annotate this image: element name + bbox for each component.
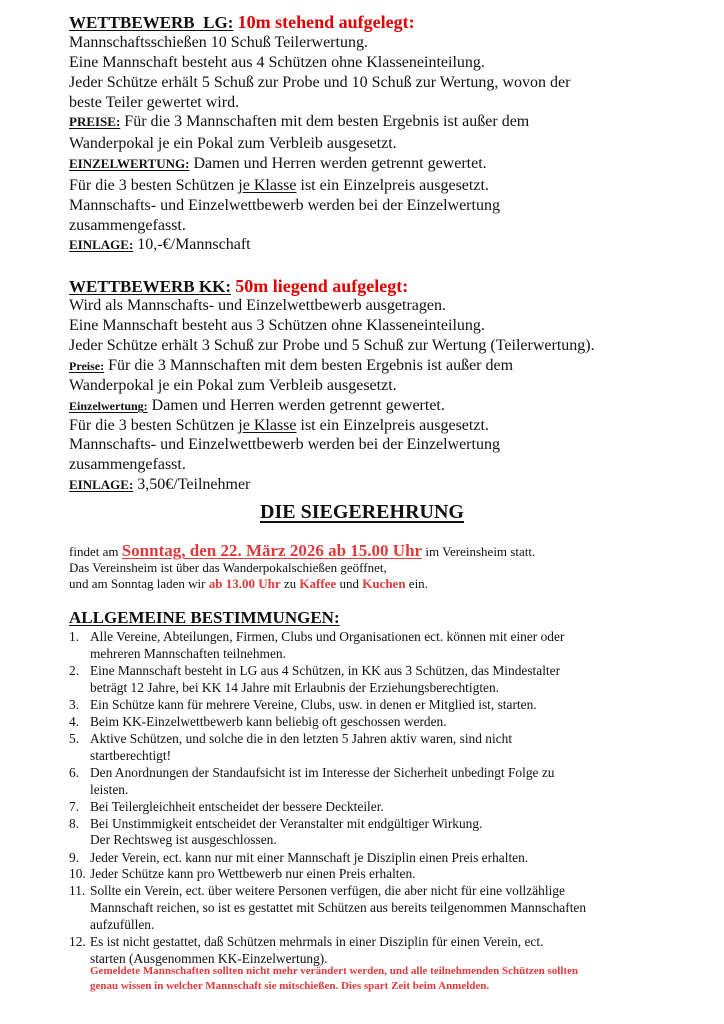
list-item-continuation: Mannschaft reichen, so ist es gestattet mit Schützen aus bereits teilgenommen Mannschaften — [90, 900, 587, 915]
lg-heading-title: 10m stehend aufgelegt: — [237, 12, 415, 32]
list-item-text: Beim KK-Einzelwettbewerb kann beliebig oft geschossen werden. — [90, 714, 447, 729]
list-item-number: 12. — [69, 934, 86, 949]
list-item-number: 1. — [69, 629, 80, 644]
kk-einzel-label: Einzelwertung: — [69, 399, 148, 413]
list-item-number: 2. — [69, 663, 80, 678]
list-item-text: Ein Schütze kann für mehrere Vereine, Clubs, usw. in denen er Mitglied ist, starten. — [90, 697, 537, 712]
list-item — [69, 884, 565, 897]
important-note: Gemeldete Mannschaften sollten nicht mehr verändert werden, und alle teilnehmenden Schützen sollten — [90, 965, 579, 977]
list-item-continuation: aufzufüllen. — [90, 917, 155, 932]
siegerehrung-post: im Vereinsheim statt. — [422, 544, 536, 559]
lg-einzel-text: Damen und Herren werden getrennt gewertet. — [189, 155, 487, 172]
lg-line: beste Teiler gewertet wird. — [69, 94, 240, 111]
list-item-text: Bei Unstimmigkeit entscheidet der Veranstalter mit endgültiger Wirkung. — [90, 816, 483, 831]
list-item — [69, 715, 447, 728]
list-item-text: Jeder Verein, ect. kann nur mit einer Mannschaft je Disziplin einen Preis erhalten. — [90, 850, 529, 865]
kk-einzel-line — [69, 418, 489, 434]
kk-einzel-text: Damen und Herren werden getrennt gewertet. — [147, 397, 445, 414]
list-item-continuation: mehreren Mannschaften teilnehmen. — [90, 646, 286, 661]
list-item — [69, 817, 482, 830]
kk-einzelwertung — [69, 398, 445, 414]
list-item — [69, 630, 564, 643]
list-item — [69, 935, 543, 948]
list-item — [69, 800, 384, 813]
invite-mid: zu — [280, 576, 300, 591]
siegerehrung-pre: findet am — [69, 544, 122, 559]
list-item-continuation: starten (Ausgenommen KK-Einzelwertung). — [90, 951, 328, 966]
kk-einlage-label: EINLAGE: — [69, 477, 134, 492]
list-item — [69, 664, 560, 677]
kk-einlage — [69, 477, 250, 493]
lg-line: Mannschaftsschießen 10 Schuß Teilerwertung. — [69, 34, 368, 51]
lg-einlage-label: EINLAGE: — [69, 237, 134, 252]
list-item-continuation: leisten. — [90, 782, 129, 797]
list-item-number: 4. — [69, 714, 80, 729]
lg-einzelwertung — [69, 156, 487, 172]
lg-preise-text: Für die 3 Mannschaften mit dem besten Ergebnis ist außer dem — [120, 113, 530, 130]
lg-einzel-label: EINZELWERTUNG: — [69, 156, 190, 171]
kk-line: Jeder Schütze erhält 3 Schuß zur Probe und 5 Schuß zur Wertung (Teilerwertung). — [69, 337, 595, 354]
siegerehrung-title: DIE SIEGEREHRUNG — [260, 501, 464, 523]
kk-combined-1: Mannschafts- und Einzelwettbewerb werden bei der Einzelwertung — [69, 436, 500, 453]
list-item — [69, 851, 528, 864]
list-item-number: 10. — [69, 866, 86, 881]
lg-preise — [69, 114, 529, 130]
kk-einzel-pre: Für die 3 besten Schützen — [69, 417, 239, 434]
invite-post: ein. — [405, 576, 428, 591]
kk-je-klasse: je Klasse — [238, 417, 297, 434]
list-item-continuation: Der Rechtsweg ist ausgeschlossen. — [90, 832, 277, 847]
list-item — [69, 766, 554, 779]
list-item-text: Jeder Schütze kann pro Wettbewerb nur einen Preis erhalten. — [90, 866, 416, 881]
invite-kuchen: Kuchen — [362, 576, 406, 591]
invite-kaffee: Kaffee — [299, 576, 337, 591]
invite-und: und — [336, 576, 363, 591]
list-item-continuation: startberechtigt! — [90, 748, 172, 763]
siegerehrung-date: Sonntag, den 22. März 2026 ab 15.00 Uhr — [121, 541, 423, 560]
lg-heading-label: WETTBEWERB LG: — [69, 13, 234, 32]
kk-heading — [69, 277, 408, 295]
list-item — [69, 867, 416, 880]
siegerehrung-line-3 — [69, 577, 428, 590]
list-item-number: 3. — [69, 697, 80, 712]
lg-je-klasse: je Klasse — [238, 177, 297, 194]
siegerehrung-line-2: Das Vereinsheim ist über das Wanderpokalschießen geöffnet, — [69, 560, 387, 575]
kk-heading-label: WETTBEWERB KK: — [69, 277, 232, 296]
lg-einlage — [69, 237, 251, 253]
kk-preise — [69, 358, 513, 374]
lg-einlage-text: 10,-€/Mannschaft — [133, 236, 251, 253]
kk-preise-cont: Wanderpokal je ein Pokal zum Verbleib ausgesetzt. — [69, 377, 397, 394]
list-item-number: 11. — [69, 883, 86, 898]
lg-einzel-line — [69, 178, 489, 194]
kk-preise-label: Preise: — [69, 359, 105, 373]
list-item-number: 5. — [69, 731, 80, 746]
bestimmungen-title: ALLGEMEINE BESTIMMUNGEN: — [69, 608, 340, 627]
lg-preise-cont: Wanderpokal je ein Pokal zum Verbleib ausgesetzt. — [69, 135, 397, 152]
list-item-text: Es ist nicht gestattet, daß Schützen mehrmals in einer Disziplin für einen Verein, ect. — [90, 934, 544, 949]
kk-line: Wird als Mannschafts- und Einzelwettbewerb ausgetragen. — [69, 297, 446, 314]
important-note: genau wissen in welcher Mannschaft sie mitschießen. Dies spart Zeit beim Anmelden. — [90, 980, 490, 992]
lg-line: Eine Mannschaft besteht aus 4 Schützen ohne Klasseneinteilung. — [69, 54, 485, 71]
list-item-continuation: beträgt 12 Jahre, bei KK 14 Jahre mit Erlaubnis der Erziehungsberechtigten. — [90, 680, 500, 695]
lg-preise-label: PREISE: — [69, 114, 121, 129]
lg-line: Jeder Schütze erhält 5 Schuß zur Probe und 10 Schuß zur Wertung, wovon der — [69, 74, 571, 91]
kk-einlage-text: 3,50€/Teilnehmer — [133, 476, 251, 493]
lg-combined-2: zusammengefasst. — [69, 217, 186, 234]
list-item-number: 6. — [69, 765, 80, 780]
kk-line: Eine Mannschaft besteht aus 3 Schützen ohne Klasseneinteilung. — [69, 317, 485, 334]
lg-einzel-pre: Für die 3 besten Schützen — [69, 177, 239, 194]
kk-einzel-post: ist ein Einzelpreis ausgesetzt. — [296, 417, 489, 434]
lg-combined-1: Mannschafts- und Einzelwettbewerb werden bei der Einzelwertung — [69, 197, 500, 214]
list-item-text: Alle Vereine, Abteilungen, Firmen, Clubs und Organisationen ect. können mit einer oder — [90, 629, 565, 644]
invite-pre: und am Sonntag laden wir — [69, 576, 209, 591]
list-item-text: Eine Mannschaft besteht in LG aus 4 Schützen, in KK aus 3 Schützen, das Mindestalter — [90, 663, 561, 678]
list-item-number: 9. — [69, 850, 80, 865]
kk-combined-2: zusammengefasst. — [69, 456, 186, 473]
list-item-number: 8. — [69, 816, 80, 831]
siegerehrung-line-1 — [69, 542, 535, 559]
list-item — [69, 698, 537, 711]
list-item-text: Sollte ein Verein, ect. über weitere Personen verfügen, die aber nicht für eine vollzählige — [90, 883, 565, 898]
list-item — [69, 732, 512, 745]
kk-preise-text: Für die 3 Mannschaften mit dem besten Ergebnis ist außer dem — [104, 357, 514, 374]
list-item-text: Bei Teilergleichheit entscheidet der bessere Deckteiler. — [90, 799, 384, 814]
lg-einzel-post: ist ein Einzelpreis ausgesetzt. — [296, 177, 489, 194]
list-item-text: Aktive Schützen, und solche die in den letzten 5 Jahren aktiv waren, sind nicht — [90, 731, 513, 746]
kk-heading-title: 50m liegend aufgelegt: — [235, 276, 409, 296]
invite-time: ab 13.00 Uhr — [208, 576, 281, 591]
list-item-number: 7. — [69, 799, 80, 814]
list-item-text: Den Anordnungen der Standaufsicht ist im Interesse der Sicherheit unbedingt Folge zu — [90, 765, 555, 780]
lg-heading — [69, 13, 415, 31]
